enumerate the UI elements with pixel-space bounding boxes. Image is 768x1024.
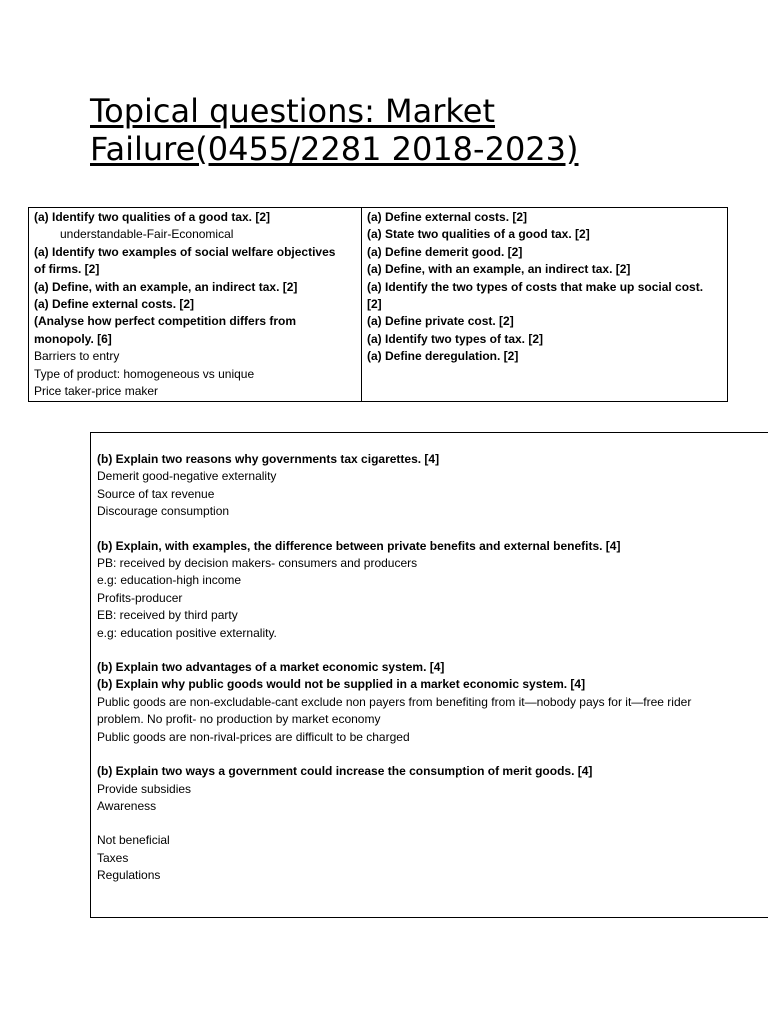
title-line-1: Topical questions: Market xyxy=(90,92,496,130)
page-title xyxy=(90,92,730,168)
answer-line: Public goods are non-excludable-cant exclude non payers from benefiting from it—nobody pays for it—free rider xyxy=(97,694,692,709)
answer-line: Source of tax revenue xyxy=(97,486,215,501)
table-line: (a) Define, with an example, an indirect tax. [2] xyxy=(367,262,631,277)
answer-line: Regulations xyxy=(97,868,161,883)
answer-line: EB: received by third party xyxy=(97,608,238,623)
table-line: Price taker-price maker xyxy=(34,384,159,399)
questions-table xyxy=(28,207,728,402)
answer-line: Provide subsidies xyxy=(97,781,192,796)
answer-line: Taxes xyxy=(97,850,129,865)
table-line: (a) Define demerit good. [2] xyxy=(367,244,523,259)
table-right-column xyxy=(362,208,727,401)
answer-line: Profits-producer xyxy=(97,590,183,605)
table-line: (Analyse how perfect competition differs from xyxy=(34,314,297,329)
table-left-column xyxy=(29,208,362,401)
answer-line: Discourage consumption xyxy=(97,504,230,519)
answer-line: Awareness xyxy=(97,798,157,813)
answer-line: Demerit good-negative externality xyxy=(97,469,277,484)
answer-line: (b) Explain two ways a government could increase the consumption of merit goods. [4] xyxy=(97,764,593,779)
answer-line: e.g: education positive externality. xyxy=(97,625,277,640)
table-line: of firms. [2] xyxy=(34,262,100,277)
answer-line: (b) Explain why public goods would not be supplied in a market economic system. [4] xyxy=(97,677,586,692)
table-line: (a) Identify the two types of costs that make up social cost. xyxy=(367,279,704,294)
table-line: (a) Define deregulation. [2] xyxy=(367,349,519,364)
table-line: Type of product: homogeneous vs unique xyxy=(34,366,255,381)
answer-line xyxy=(97,815,768,832)
answer-line: problem. No profit- no production by market economy xyxy=(97,712,381,727)
table-line: (a) Define, with an example, an indirect tax. [2] xyxy=(34,279,298,294)
answer-line: PB: received by decision makers- consumers and producers xyxy=(97,556,418,571)
answer-line: (b) Explain two advantages of a market economic system. [4] xyxy=(97,660,445,675)
answer-line xyxy=(97,642,768,659)
answer-line: Not beneficial xyxy=(97,833,170,848)
answer-line: Public goods are non-rival-prices are difficult to be charged xyxy=(97,729,410,744)
table-line: (a) Identify two qualities of a good tax. [2] xyxy=(34,210,271,224)
table-line: (a) Identify two types of tax. [2] xyxy=(367,331,544,346)
answer-line: e.g: education-high income xyxy=(97,573,242,588)
answer-line: (b) Explain two reasons why governments tax cigarettes. [4] xyxy=(97,452,440,466)
answer-line xyxy=(97,521,768,538)
answer-line: (b) Explain, with examples, the difference between private benefits and external benefits. [4] xyxy=(97,538,621,553)
table-line: understandable-Fair-Economical xyxy=(60,227,234,242)
table-line: (a) Define private cost. [2] xyxy=(367,314,514,329)
table-line: (a) State two qualities of a good tax. [2] xyxy=(367,227,590,242)
table-line: Barriers to entry xyxy=(34,349,120,364)
table-line: (a) Identify two examples of social welfare objectives xyxy=(34,244,336,259)
table-line: (a) Define external costs. [2] xyxy=(367,210,528,224)
answers-box xyxy=(90,432,768,918)
answer-line xyxy=(97,746,768,763)
title-line-2: Failure(0455/2281 2018-2023) xyxy=(90,130,579,168)
table-line: monopoly. [6] xyxy=(34,331,112,346)
table-line: (a) Define external costs. [2] xyxy=(34,297,195,312)
table-line: [2] xyxy=(367,297,382,312)
